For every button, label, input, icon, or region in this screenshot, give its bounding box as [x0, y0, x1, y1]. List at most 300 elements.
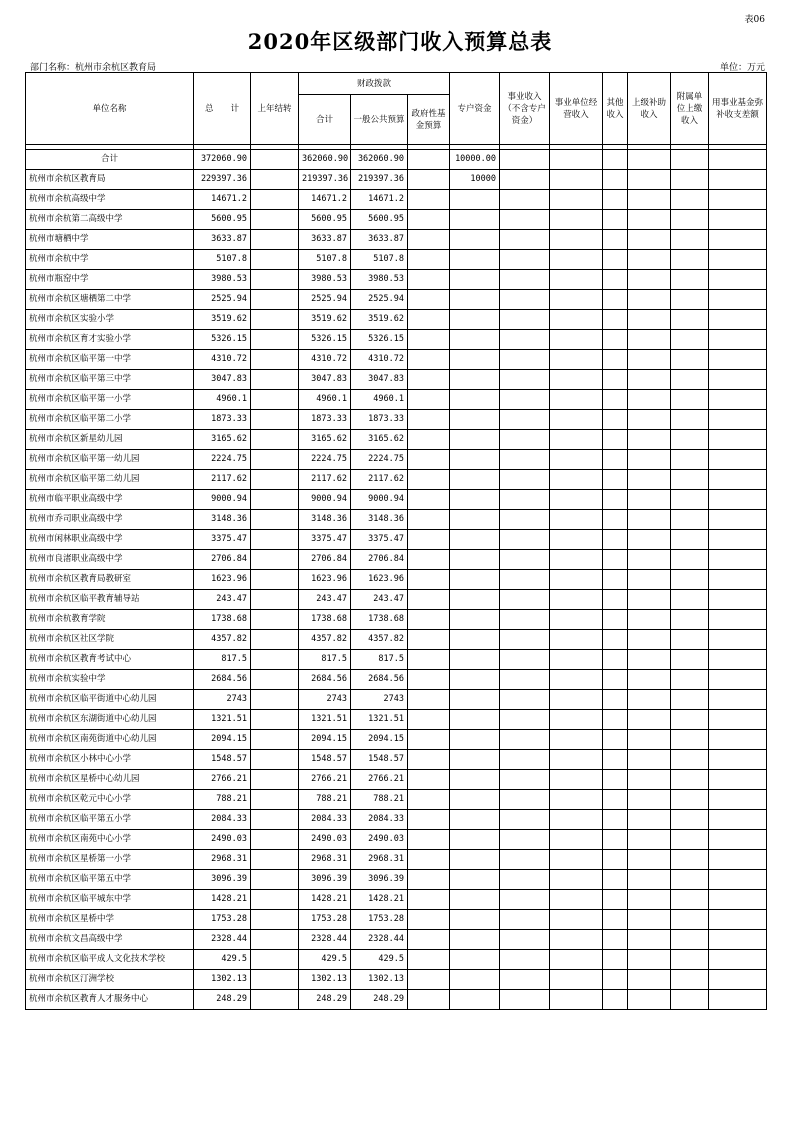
value-cell-fund — [709, 930, 767, 950]
value-cell-general: 1753.28 — [351, 910, 408, 930]
value-cell-fund — [709, 450, 767, 470]
value-cell-special — [450, 770, 500, 790]
header-special-fund: 专户资金 — [450, 73, 500, 145]
value-cell-biz — [500, 350, 550, 370]
value-cell-affil — [671, 530, 709, 550]
value-cell-biz — [500, 150, 550, 170]
value-cell-affil — [671, 970, 709, 990]
value-cell-total: 3980.53 — [194, 270, 251, 290]
value-cell-fund — [709, 730, 767, 750]
value-cell-affil — [671, 590, 709, 610]
value-cell-carry — [251, 250, 299, 270]
value-cell-fiscal: 14671.2 — [299, 190, 351, 210]
value-cell-other — [603, 730, 628, 750]
value-cell-fund — [709, 830, 767, 850]
value-cell-bizop — [550, 370, 603, 390]
value-cell-total: 1623.96 — [194, 570, 251, 590]
value-cell-carry — [251, 290, 299, 310]
value-cell-special — [450, 750, 500, 770]
unit-name-cell: 杭州市余杭区育才实验小学 — [26, 330, 194, 350]
value-cell-fund — [709, 550, 767, 570]
value-cell-fund — [709, 630, 767, 650]
value-cell-special — [450, 590, 500, 610]
value-cell-biz — [500, 670, 550, 690]
value-cell-carry — [251, 630, 299, 650]
value-cell-carry — [251, 410, 299, 430]
header-affiliate-remit: 附属单位上缴收入 — [671, 73, 709, 145]
value-cell-general: 817.5 — [351, 650, 408, 670]
unit-name-cell: 杭州市余杭区临平第一中学 — [26, 350, 194, 370]
value-cell-other — [603, 850, 628, 870]
value-cell-gov — [408, 210, 450, 230]
value-cell-biz — [500, 510, 550, 530]
value-cell-fiscal: 1873.33 — [299, 410, 351, 430]
value-cell-higher — [628, 230, 671, 250]
header-business-income: 事业收入（不含专户资金） — [500, 73, 550, 145]
table-row — [26, 410, 767, 430]
value-cell-biz — [500, 290, 550, 310]
value-cell-biz — [500, 830, 550, 850]
value-cell-total: 1738.68 — [194, 610, 251, 630]
value-cell-total: 1302.13 — [194, 970, 251, 990]
value-cell-bizop — [550, 910, 603, 930]
value-cell-biz — [500, 770, 550, 790]
value-cell-gov — [408, 390, 450, 410]
value-cell-gov — [408, 370, 450, 390]
value-cell-gov — [408, 890, 450, 910]
value-cell-bizop — [550, 310, 603, 330]
value-cell-special — [450, 910, 500, 930]
value-cell-carry — [251, 950, 299, 970]
value-cell-total: 2117.62 — [194, 470, 251, 490]
value-cell-fiscal: 1302.13 — [299, 970, 351, 990]
value-cell-fund — [709, 690, 767, 710]
value-cell-fund — [709, 470, 767, 490]
value-cell-affil — [671, 510, 709, 530]
value-cell-gov — [408, 910, 450, 930]
value-cell-bizop — [550, 590, 603, 610]
value-cell-higher — [628, 410, 671, 430]
value-cell-special — [450, 950, 500, 970]
value-cell-gov — [408, 950, 450, 970]
table-row — [26, 870, 767, 890]
value-cell-gov — [408, 230, 450, 250]
table-row — [26, 630, 767, 650]
value-cell-general: 1738.68 — [351, 610, 408, 630]
value-cell-higher — [628, 950, 671, 970]
value-cell-affil — [671, 810, 709, 830]
value-cell-carry — [251, 930, 299, 950]
value-cell-fiscal: 2224.75 — [299, 450, 351, 470]
value-cell-biz — [500, 250, 550, 270]
value-cell-higher — [628, 990, 671, 1010]
value-cell-carry — [251, 550, 299, 570]
value-cell-other — [603, 350, 628, 370]
value-cell-biz — [500, 370, 550, 390]
value-cell-gov — [408, 770, 450, 790]
value-cell-fiscal: 2328.44 — [299, 930, 351, 950]
value-cell-total: 2084.33 — [194, 810, 251, 830]
value-cell-general: 3633.87 — [351, 230, 408, 250]
value-cell-bizop — [550, 550, 603, 570]
value-cell-bizop — [550, 210, 603, 230]
value-cell-total: 3165.62 — [194, 430, 251, 450]
value-cell-fiscal: 3980.53 — [299, 270, 351, 290]
value-cell-other — [603, 510, 628, 530]
value-cell-general: 3047.83 — [351, 370, 408, 390]
value-cell-fund — [709, 430, 767, 450]
value-cell-gov — [408, 310, 450, 330]
value-cell-special — [450, 830, 500, 850]
header-business-unit-operating: 事业单位经营收入 — [550, 73, 603, 145]
value-cell-affil — [671, 750, 709, 770]
value-cell-biz — [500, 390, 550, 410]
value-cell-gov — [408, 850, 450, 870]
value-cell-total: 3633.87 — [194, 230, 251, 250]
value-cell-general: 14671.2 — [351, 190, 408, 210]
value-cell-gov — [408, 810, 450, 830]
value-cell-total: 243.47 — [194, 590, 251, 610]
value-cell-gov — [408, 250, 450, 270]
unit-name-cell: 杭州市余杭区临平第二小学 — [26, 410, 194, 430]
value-cell-other — [603, 890, 628, 910]
value-cell-fund — [709, 910, 767, 930]
value-cell-other — [603, 330, 628, 350]
value-cell-higher — [628, 670, 671, 690]
value-cell-fiscal: 2706.84 — [299, 550, 351, 570]
value-cell-total: 2706.84 — [194, 550, 251, 570]
value-cell-fund — [709, 750, 767, 770]
value-cell-higher — [628, 790, 671, 810]
value-cell-total: 3047.83 — [194, 370, 251, 390]
value-cell-special — [450, 330, 500, 350]
table-row — [26, 970, 767, 990]
value-cell-other — [603, 930, 628, 950]
value-cell-bizop — [550, 490, 603, 510]
value-cell-affil — [671, 850, 709, 870]
value-cell-higher — [628, 330, 671, 350]
value-cell-higher — [628, 190, 671, 210]
table-row — [26, 650, 767, 670]
value-cell-bizop — [550, 390, 603, 410]
value-cell-other — [603, 970, 628, 990]
value-cell-fiscal: 362060.90 — [299, 150, 351, 170]
value-cell-fund — [709, 390, 767, 410]
value-cell-total: 5326.15 — [194, 330, 251, 350]
value-cell-biz — [500, 210, 550, 230]
value-cell-fiscal: 1623.96 — [299, 570, 351, 590]
value-cell-special — [450, 990, 500, 1010]
value-cell-other — [603, 770, 628, 790]
header-total: 总 计 — [194, 73, 251, 145]
value-cell-other — [603, 150, 628, 170]
value-cell-total: 14671.2 — [194, 190, 251, 210]
value-cell-other — [603, 830, 628, 850]
value-cell-carry — [251, 690, 299, 710]
unit-name-cell: 杭州市余杭区南苑街道中心幼儿园 — [26, 730, 194, 750]
value-cell-total: 1428.21 — [194, 890, 251, 910]
value-cell-special — [450, 710, 500, 730]
budget-table — [25, 72, 767, 1010]
value-cell-other — [603, 910, 628, 930]
value-cell-fiscal: 2094.15 — [299, 730, 351, 750]
value-cell-biz — [500, 470, 550, 490]
value-cell-bizop — [550, 690, 603, 710]
value-cell-gov — [408, 730, 450, 750]
value-cell-general: 2684.56 — [351, 670, 408, 690]
value-cell-carry — [251, 570, 299, 590]
table-row — [26, 390, 767, 410]
value-cell-higher — [628, 390, 671, 410]
value-cell-other — [603, 370, 628, 390]
value-cell-biz — [500, 990, 550, 1010]
value-cell-other — [603, 470, 628, 490]
unit-name-cell: 杭州市余杭区临平第二幼儿园 — [26, 470, 194, 490]
value-cell-higher — [628, 350, 671, 370]
unit-name-cell: 杭州市余杭区临平第一小学 — [26, 390, 194, 410]
value-cell-biz — [500, 690, 550, 710]
table-row — [26, 310, 767, 330]
value-cell-bizop — [550, 990, 603, 1010]
value-cell-gov — [408, 570, 450, 590]
value-cell-fiscal: 5107.8 — [299, 250, 351, 270]
value-cell-gov — [408, 710, 450, 730]
value-cell-higher — [628, 290, 671, 310]
value-cell-total: 4960.1 — [194, 390, 251, 410]
value-cell-bizop — [550, 750, 603, 770]
total-row — [26, 150, 767, 170]
value-cell-total: 3096.39 — [194, 870, 251, 890]
value-cell-other — [603, 310, 628, 330]
value-cell-affil — [671, 710, 709, 730]
value-cell-fund — [709, 410, 767, 430]
value-cell-general: 219397.36 — [351, 170, 408, 190]
value-cell-affil — [671, 890, 709, 910]
value-cell-gov — [408, 870, 450, 890]
unit-name-cell: 杭州市余杭区临平城东中学 — [26, 890, 194, 910]
value-cell-biz — [500, 610, 550, 630]
value-cell-gov — [408, 270, 450, 290]
value-cell-higher — [628, 370, 671, 390]
value-cell-special — [450, 490, 500, 510]
table-row — [26, 470, 767, 490]
value-cell-general: 243.47 — [351, 590, 408, 610]
unit-label: 单位：万元 — [719, 63, 765, 73]
value-cell-carry — [251, 710, 299, 730]
value-cell-biz — [500, 750, 550, 770]
table-row — [26, 290, 767, 310]
value-cell-higher — [628, 650, 671, 670]
unit-name-cell: 杭州市瓶窑中学 — [26, 270, 194, 290]
value-cell-carry — [251, 150, 299, 170]
value-cell-affil — [671, 670, 709, 690]
value-cell-carry — [251, 970, 299, 990]
value-cell-higher — [628, 530, 671, 550]
value-cell-carry — [251, 770, 299, 790]
value-cell-other — [603, 210, 628, 230]
value-cell-special — [450, 630, 500, 650]
value-cell-special — [450, 790, 500, 810]
value-cell-biz — [500, 890, 550, 910]
header-gov-fund-budget: 政府性基金预算 — [408, 95, 450, 145]
table-row — [26, 270, 767, 290]
value-cell-special — [450, 650, 500, 670]
value-cell-affil — [671, 450, 709, 470]
value-cell-affil — [671, 310, 709, 330]
value-cell-biz — [500, 810, 550, 830]
value-cell-carry — [251, 470, 299, 490]
value-cell-bizop — [550, 510, 603, 530]
value-cell-gov — [408, 170, 450, 190]
value-cell-higher — [628, 210, 671, 230]
value-cell-total: 3519.62 — [194, 310, 251, 330]
value-cell-other — [603, 670, 628, 690]
value-cell-gov — [408, 530, 450, 550]
table-row — [26, 950, 767, 970]
unit-name-cell: 杭州市余杭区教育局教研室 — [26, 570, 194, 590]
value-cell-fiscal: 4960.1 — [299, 390, 351, 410]
value-cell-general: 2490.03 — [351, 830, 408, 850]
value-cell-general: 3980.53 — [351, 270, 408, 290]
value-cell-gov — [408, 190, 450, 210]
value-cell-affil — [671, 570, 709, 590]
value-cell-special — [450, 450, 500, 470]
value-cell-affil — [671, 690, 709, 710]
value-cell-fiscal: 1428.21 — [299, 890, 351, 910]
value-cell-higher — [628, 970, 671, 990]
value-cell-other — [603, 450, 628, 470]
value-cell-biz — [500, 490, 550, 510]
value-cell-special: 10000 — [450, 170, 500, 190]
value-cell-general: 2525.94 — [351, 290, 408, 310]
value-cell-affil — [671, 210, 709, 230]
value-cell-fiscal: 248.29 — [299, 990, 351, 1010]
unit-name-cell: 杭州市余杭区教育人才服务中心 — [26, 990, 194, 1010]
value-cell-carry — [251, 850, 299, 870]
value-cell-general: 4960.1 — [351, 390, 408, 410]
value-cell-total: 817.5 — [194, 650, 251, 670]
table-row — [26, 810, 767, 830]
value-cell-higher — [628, 830, 671, 850]
unit-name-cell: 杭州市余杭区临平第五中学 — [26, 870, 194, 890]
value-cell-fund — [709, 590, 767, 610]
value-cell-gov — [408, 330, 450, 350]
value-cell-total: 2525.94 — [194, 290, 251, 310]
value-cell-bizop — [550, 950, 603, 970]
value-cell-total: 4357.82 — [194, 630, 251, 650]
value-cell-fiscal: 2684.56 — [299, 670, 351, 690]
value-cell-biz — [500, 410, 550, 430]
value-cell-carry — [251, 910, 299, 930]
table-row — [26, 170, 767, 190]
table-row — [26, 250, 767, 270]
value-cell-other — [603, 570, 628, 590]
value-cell-fund — [709, 710, 767, 730]
value-cell-general: 4357.82 — [351, 630, 408, 650]
value-cell-fund — [709, 570, 767, 590]
value-cell-fiscal: 3047.83 — [299, 370, 351, 390]
table-row — [26, 910, 767, 930]
value-cell-fund — [709, 870, 767, 890]
value-cell-gov — [408, 350, 450, 370]
value-cell-affil — [671, 390, 709, 410]
value-cell-affil — [671, 150, 709, 170]
value-cell-general: 2084.33 — [351, 810, 408, 830]
value-cell-gov — [408, 470, 450, 490]
value-cell-other — [603, 490, 628, 510]
value-cell-fund — [709, 490, 767, 510]
value-cell-total: 5600.95 — [194, 210, 251, 230]
value-cell-higher — [628, 810, 671, 830]
value-cell-total: 4310.72 — [194, 350, 251, 370]
header-general-public-budget: 一般公共预算 — [351, 95, 408, 145]
value-cell-affil — [671, 290, 709, 310]
value-cell-affil — [671, 270, 709, 290]
value-cell-bizop — [550, 250, 603, 270]
value-cell-special — [450, 670, 500, 690]
value-cell-fiscal: 3096.39 — [299, 870, 351, 890]
value-cell-special — [450, 730, 500, 750]
value-cell-affil — [671, 910, 709, 930]
value-cell-general: 1302.13 — [351, 970, 408, 990]
unit-name-cell: 杭州市余杭区临平第三中学 — [26, 370, 194, 390]
value-cell-carry — [251, 390, 299, 410]
unit-name-cell: 杭州市余杭区新星幼儿园 — [26, 430, 194, 450]
value-cell-general: 1873.33 — [351, 410, 408, 430]
value-cell-special — [450, 470, 500, 490]
value-cell-biz — [500, 550, 550, 570]
value-cell-affil — [671, 990, 709, 1010]
value-cell-higher — [628, 250, 671, 270]
value-cell-special — [450, 850, 500, 870]
value-cell-general: 2224.75 — [351, 450, 408, 470]
value-cell-fiscal: 1753.28 — [299, 910, 351, 930]
value-cell-bizop — [550, 670, 603, 690]
value-cell-fiscal: 5600.95 — [299, 210, 351, 230]
value-cell-gov — [408, 610, 450, 630]
value-cell-fiscal: 2968.31 — [299, 850, 351, 870]
value-cell-total: 2224.75 — [194, 450, 251, 470]
value-cell-other — [603, 250, 628, 270]
value-cell-special — [450, 350, 500, 370]
value-cell-higher — [628, 470, 671, 490]
value-cell-general: 1548.57 — [351, 750, 408, 770]
unit-name-cell: 杭州市余杭区南苑中心小学 — [26, 830, 194, 850]
value-cell-fiscal: 4310.72 — [299, 350, 351, 370]
value-cell-bizop — [550, 890, 603, 910]
value-cell-special — [450, 530, 500, 550]
value-cell-general: 2706.84 — [351, 550, 408, 570]
value-cell-other — [603, 950, 628, 970]
value-cell-carry — [251, 990, 299, 1010]
value-cell-special — [450, 410, 500, 430]
value-cell-general: 5107.8 — [351, 250, 408, 270]
header-unit-name: 单位名称 — [26, 73, 194, 145]
header-fiscal-subtotal: 合计 — [299, 95, 351, 145]
table-row — [26, 890, 767, 910]
value-cell-other — [603, 650, 628, 670]
value-cell-carry — [251, 750, 299, 770]
value-cell-carry — [251, 890, 299, 910]
value-cell-biz — [500, 730, 550, 750]
value-cell-carry — [251, 590, 299, 610]
value-cell-biz — [500, 190, 550, 210]
value-cell-biz — [500, 530, 550, 550]
table-row — [26, 610, 767, 630]
unit-name-cell: 杭州市余杭区临平第一幼儿园 — [26, 450, 194, 470]
value-cell-fund — [709, 790, 767, 810]
value-cell-affil — [671, 830, 709, 850]
